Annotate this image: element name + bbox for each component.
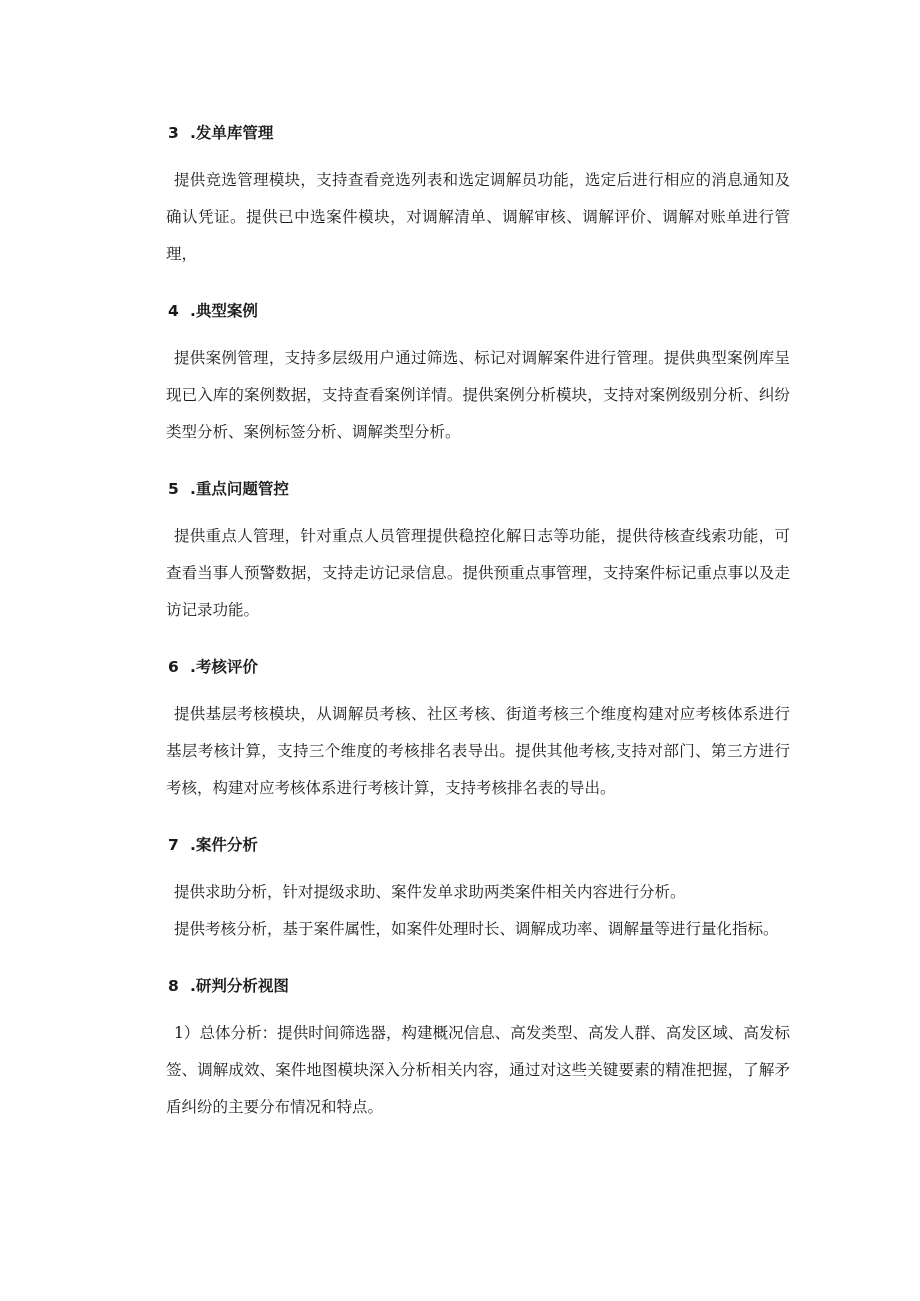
section-number: 8 bbox=[168, 977, 179, 995]
section-6 bbox=[166, 652, 790, 807]
section-heading bbox=[166, 971, 790, 1001]
section-number: 3 bbox=[168, 124, 179, 142]
section-title: .发单库管理 bbox=[190, 124, 274, 142]
section-title: .研判分析视图 bbox=[190, 977, 289, 995]
section-number: 4 bbox=[168, 302, 179, 320]
section-heading bbox=[166, 474, 790, 504]
section-heading bbox=[166, 118, 790, 148]
section-heading bbox=[166, 652, 790, 682]
section-7 bbox=[166, 830, 790, 948]
section-5 bbox=[166, 474, 790, 629]
paragraph: 提供竞选管理模块，支持查看竞选列表和选定调解员功能，选定后进行相应的消息通知及确认凭证。提供已中选案件模块，对调解清单、调解审核、调解评价、调解对账单进行管理， bbox=[166, 171, 790, 263]
section-title: .典型案例 bbox=[190, 302, 258, 320]
section-title: .案件分析 bbox=[190, 836, 258, 854]
section-title: .重点问题管控 bbox=[190, 480, 289, 498]
section-number: 6 bbox=[168, 658, 179, 676]
section-8 bbox=[166, 971, 790, 1126]
paragraph: 提供重点人管理，针对重点人员管理提供稳控化解日志等功能，提供待核查线索功能，可查看当事人预警数据，支持走访记录信息。提供预重点事管理，支持案件标记重点事以及走访记录功能。 bbox=[166, 527, 790, 619]
document-body bbox=[166, 118, 790, 1149]
section-number: 5 bbox=[168, 480, 179, 498]
section-3 bbox=[166, 118, 790, 273]
section-number: 7 bbox=[168, 836, 179, 854]
paragraph: 提供基层考核模块，从调解员考核、社区考核、街道考核三个维度构建对应考核体系进行基层考核计算，支持三个维度的考核排名表导出。提供其他考核,支持对部门、第三方进行考核，构建对应考核体系进行考核计算，支持考核排名表的导出。 bbox=[166, 705, 790, 797]
section-title: .考核评价 bbox=[190, 658, 258, 676]
paragraph: 提供求助分析，针对提级求助、案件发单求助两类案件相关内容进行分析。 bbox=[174, 883, 686, 901]
paragraph: 提供考核分析，基于案件属性，如案件处理时长、调解成功率、调解量等进行量化指标。 bbox=[174, 920, 779, 938]
paragraph: 提供案例管理，支持多层级用户通过筛选、标记对调解案件进行管理。提供典型案例库呈现已入库的案例数据，支持查看案例详情。提供案例分析模块，支持对案例级别分析、纠纷类型分析、案例标签分析、调解类型分析。 bbox=[166, 349, 790, 441]
paragraph: 1）总体分析：提供时间筛选器，构建概况信息、高发类型、高发人群、高发区域、高发标签、调解成效、案件地图模块深入分析相关内容，通过对这些关键要素的精准把握，了解矛盾纠纷的主要分布情况和特点。 bbox=[166, 1024, 790, 1116]
section-heading bbox=[166, 830, 790, 860]
section-heading bbox=[166, 296, 790, 326]
section-4 bbox=[166, 296, 790, 451]
